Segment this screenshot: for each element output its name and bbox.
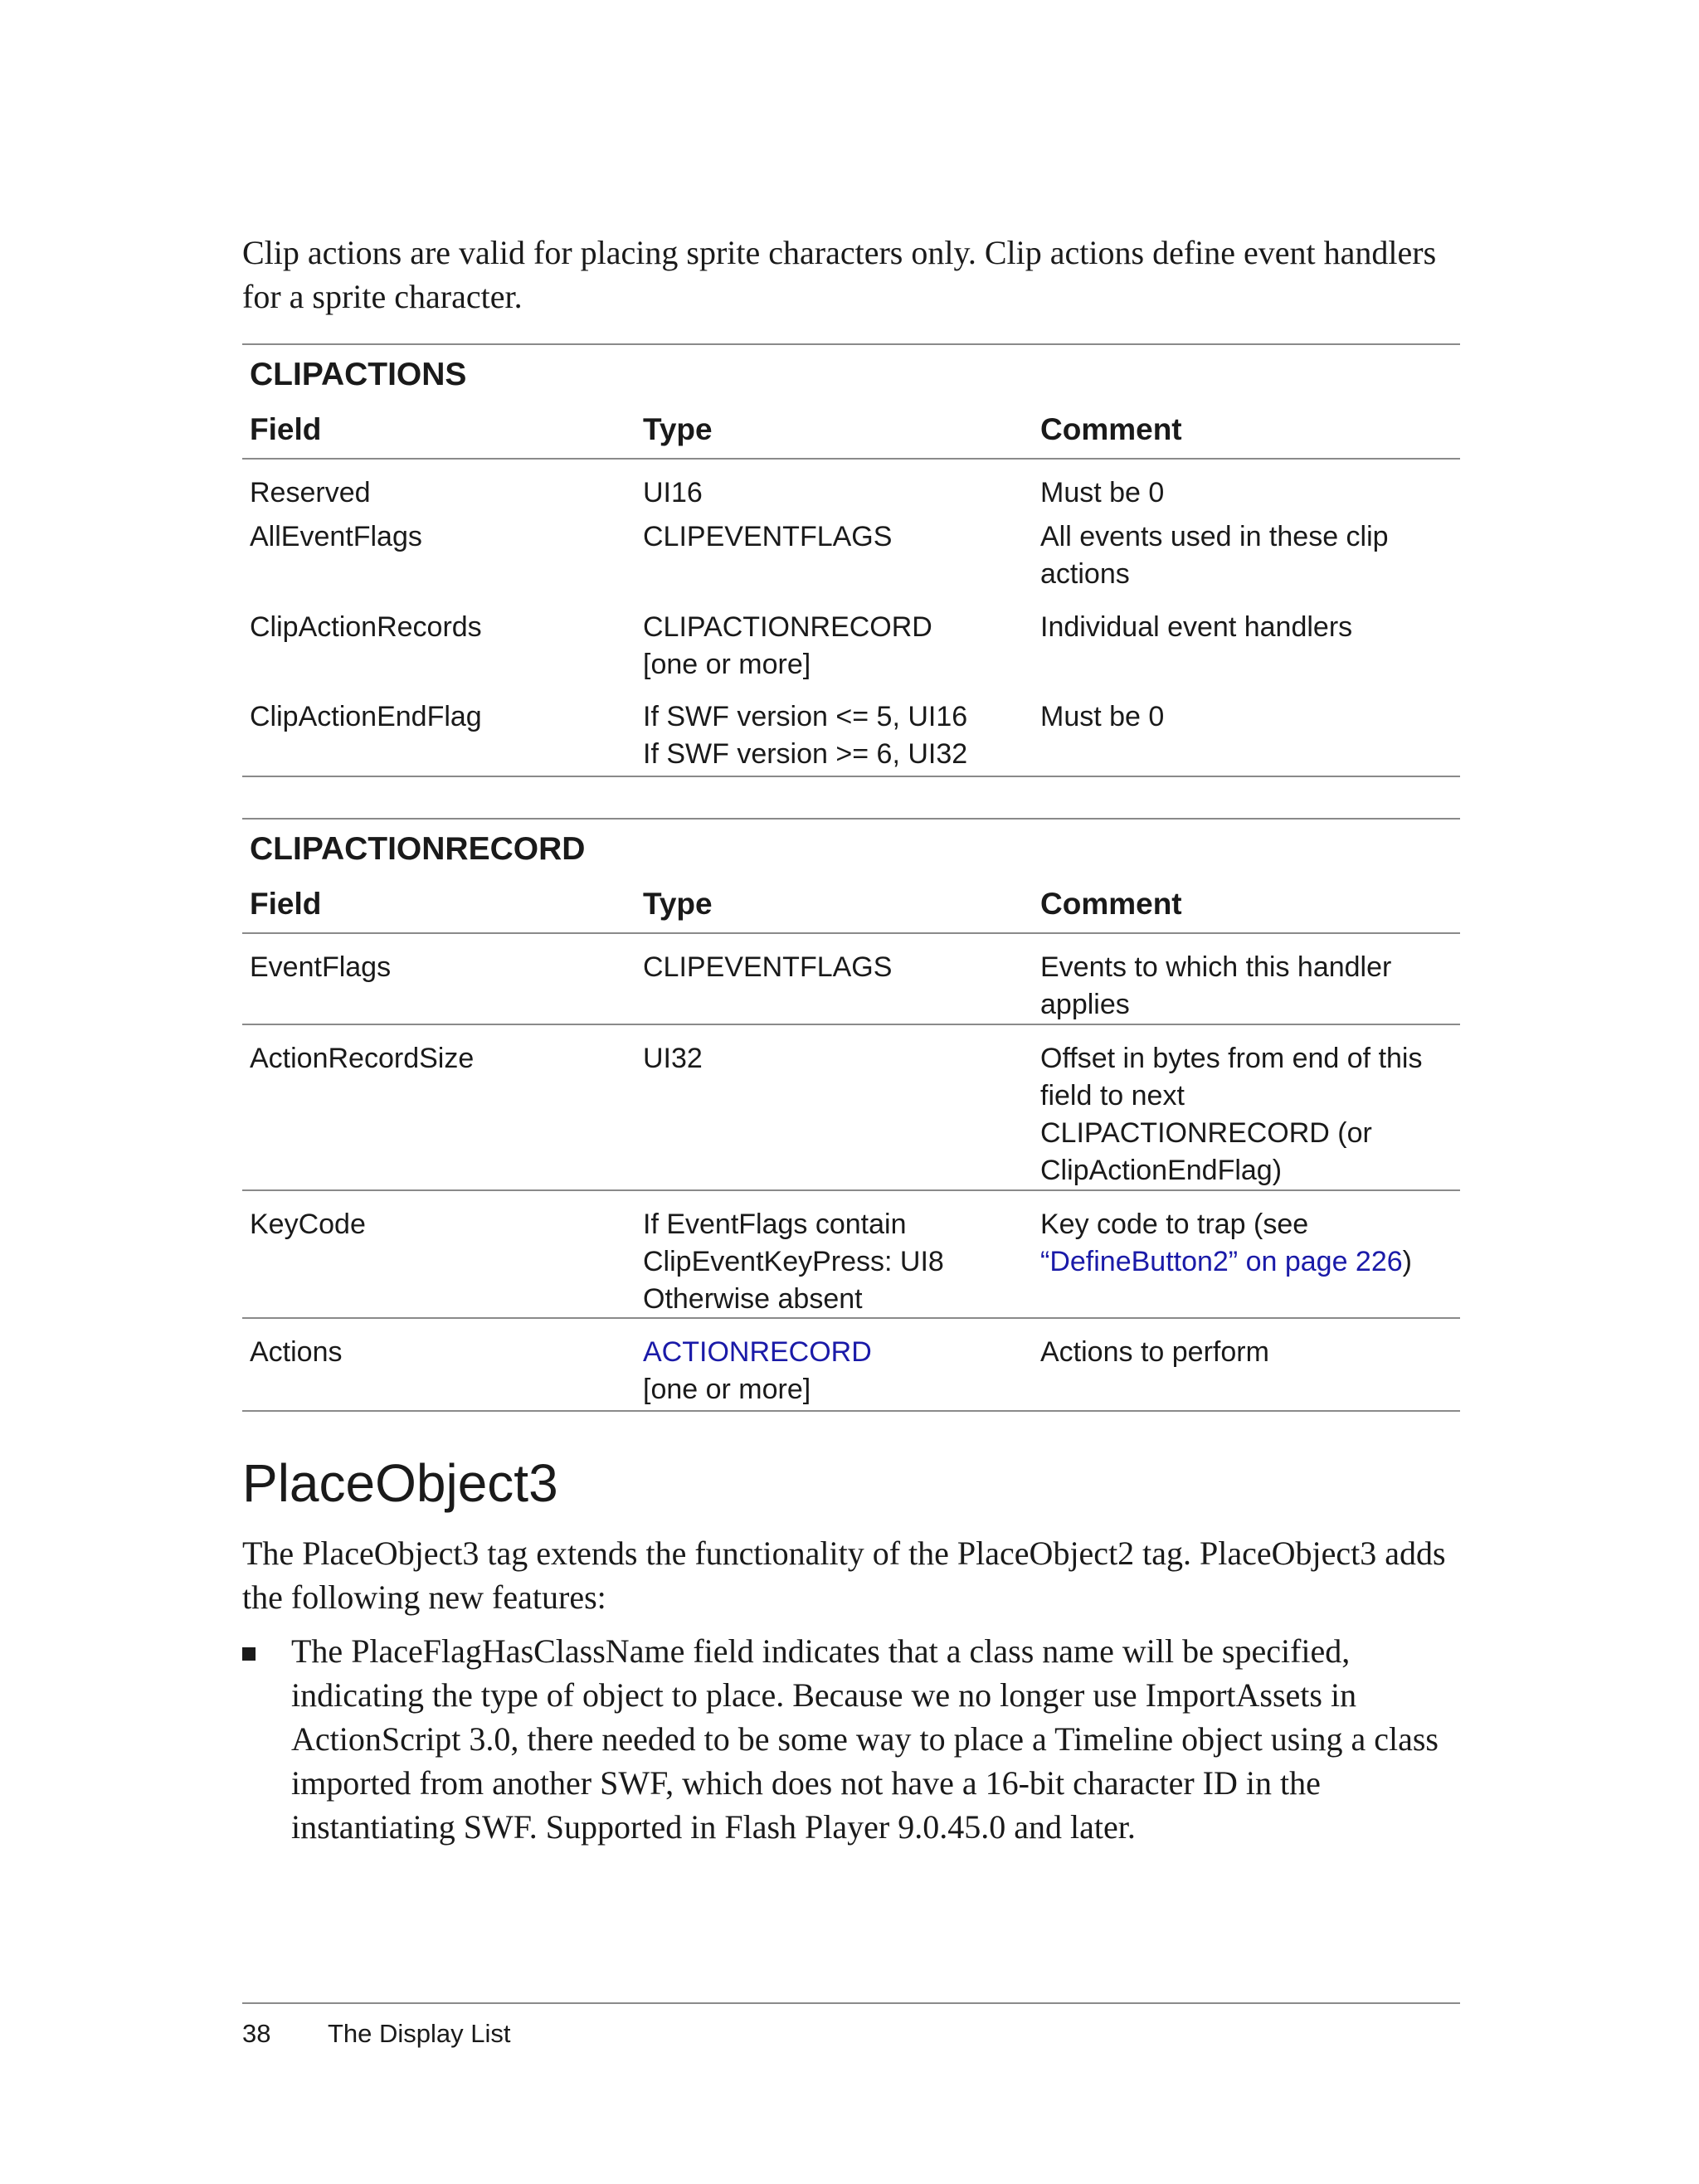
cell-field: ActionRecordSize [250,1043,475,1074]
table-row [242,1191,1460,1319]
table-header-row [242,876,1460,934]
column-header-field: Field [250,412,322,446]
column-header-type: Type [643,412,713,446]
footer-divider [242,2002,1460,2004]
cell-type: If SWF version <= 5, UI16 If SWF version >= 6, UI32 [643,701,968,770]
cell-type: ACTIONRECORD [one or more] [635,1334,1033,1410]
column-header-comment: Comment [1040,887,1182,921]
table-title: CLIPACTIONS [250,357,467,392]
cell-type: UI32 [643,1043,703,1074]
cell-field: AllEventFlags [250,521,422,552]
table-header-row [242,401,1460,460]
definebutton2-link[interactable]: “DefineButton2” on page 226 [1040,1246,1403,1277]
cell-field: Actions [250,1336,343,1368]
list-item-text: The PlaceFlagHasClassName field indicates that a class name will be specified, indicating the type of object to place. Because we no longer use ImportAssets in ActionScript 3.0, there needed to be some way to place a Timeline object using a class imported from another SWF, which does not have a 16-bit character ID in the instantiating SWF. Supported in Flash Player 9.0.45.0 and later. [291,1632,1439,1846]
actionrecord-link[interactable]: ACTIONRECORD [643,1336,872,1368]
cell-field: Reserved [250,477,371,508]
clipactions-table [242,343,1460,777]
table-row [242,934,1460,1025]
table-row [242,513,1460,605]
page-footer [242,2017,511,2050]
cell-field: ClipActionRecords [250,611,482,643]
cell-comment: Must be 0 [1040,477,1165,508]
cell-comment: Individual event handlers [1040,611,1353,643]
section-heading: PlaceObject3 [242,1453,558,1513]
column-header-type: Type [643,887,713,921]
cell-comment: Key code to trap (see “DefineButton2” on page 226) [1040,1209,1412,1277]
cell-type: CLIPEVENTFLAGS [643,521,893,552]
intro-paragraph: Clip actions are valid for placing sprite characters only. Clip actions define event handlers for a sprite character. [242,234,1437,315]
body-paragraph: The PlaceObject3 tag extends the functionality of the PlaceObject2 tag. PlaceObject3 adds the following new features: [242,1535,1446,1616]
cell-type: CLIPEVENTFLAGS [643,951,893,983]
column-header-comment: Comment [1040,412,1182,446]
cell-comment: All events used in these clip actions [1040,521,1389,590]
square-bullet-icon [242,1647,256,1661]
table-row [242,1319,1460,1410]
cell-comment: Offset in bytes from end of this field to next CLIPACTIONRECORD (or ClipActionEndFlag) [1040,1043,1423,1186]
cell-comment: Must be 0 [1040,701,1165,732]
clipactionrecord-table [242,818,1460,1412]
cell-field: EventFlags [250,951,392,983]
table-row [242,460,1460,513]
table-row [242,1025,1460,1191]
table-title: CLIPACTIONRECORD [250,831,586,867]
cell-type: UI16 [643,477,703,508]
page-number: 38 [242,2019,271,2048]
column-header-field: Field [250,887,322,921]
table-row [242,605,1460,695]
cell-comment: Events to which this handler applies [1040,951,1392,1020]
cell-field: ClipActionEndFlag [250,701,482,732]
cell-comment: Actions to perform [1040,1336,1269,1368]
list-item [242,1629,1460,1849]
footer-section-title: The Display List [328,2019,511,2048]
cell-type: CLIPACTIONRECORD [one or more] [643,611,932,680]
cell-field: KeyCode [250,1209,366,1240]
table-row [242,695,1460,776]
cell-type: If EventFlags contain ClipEventKeyPress: UI8 Otherwise absent [643,1209,944,1315]
